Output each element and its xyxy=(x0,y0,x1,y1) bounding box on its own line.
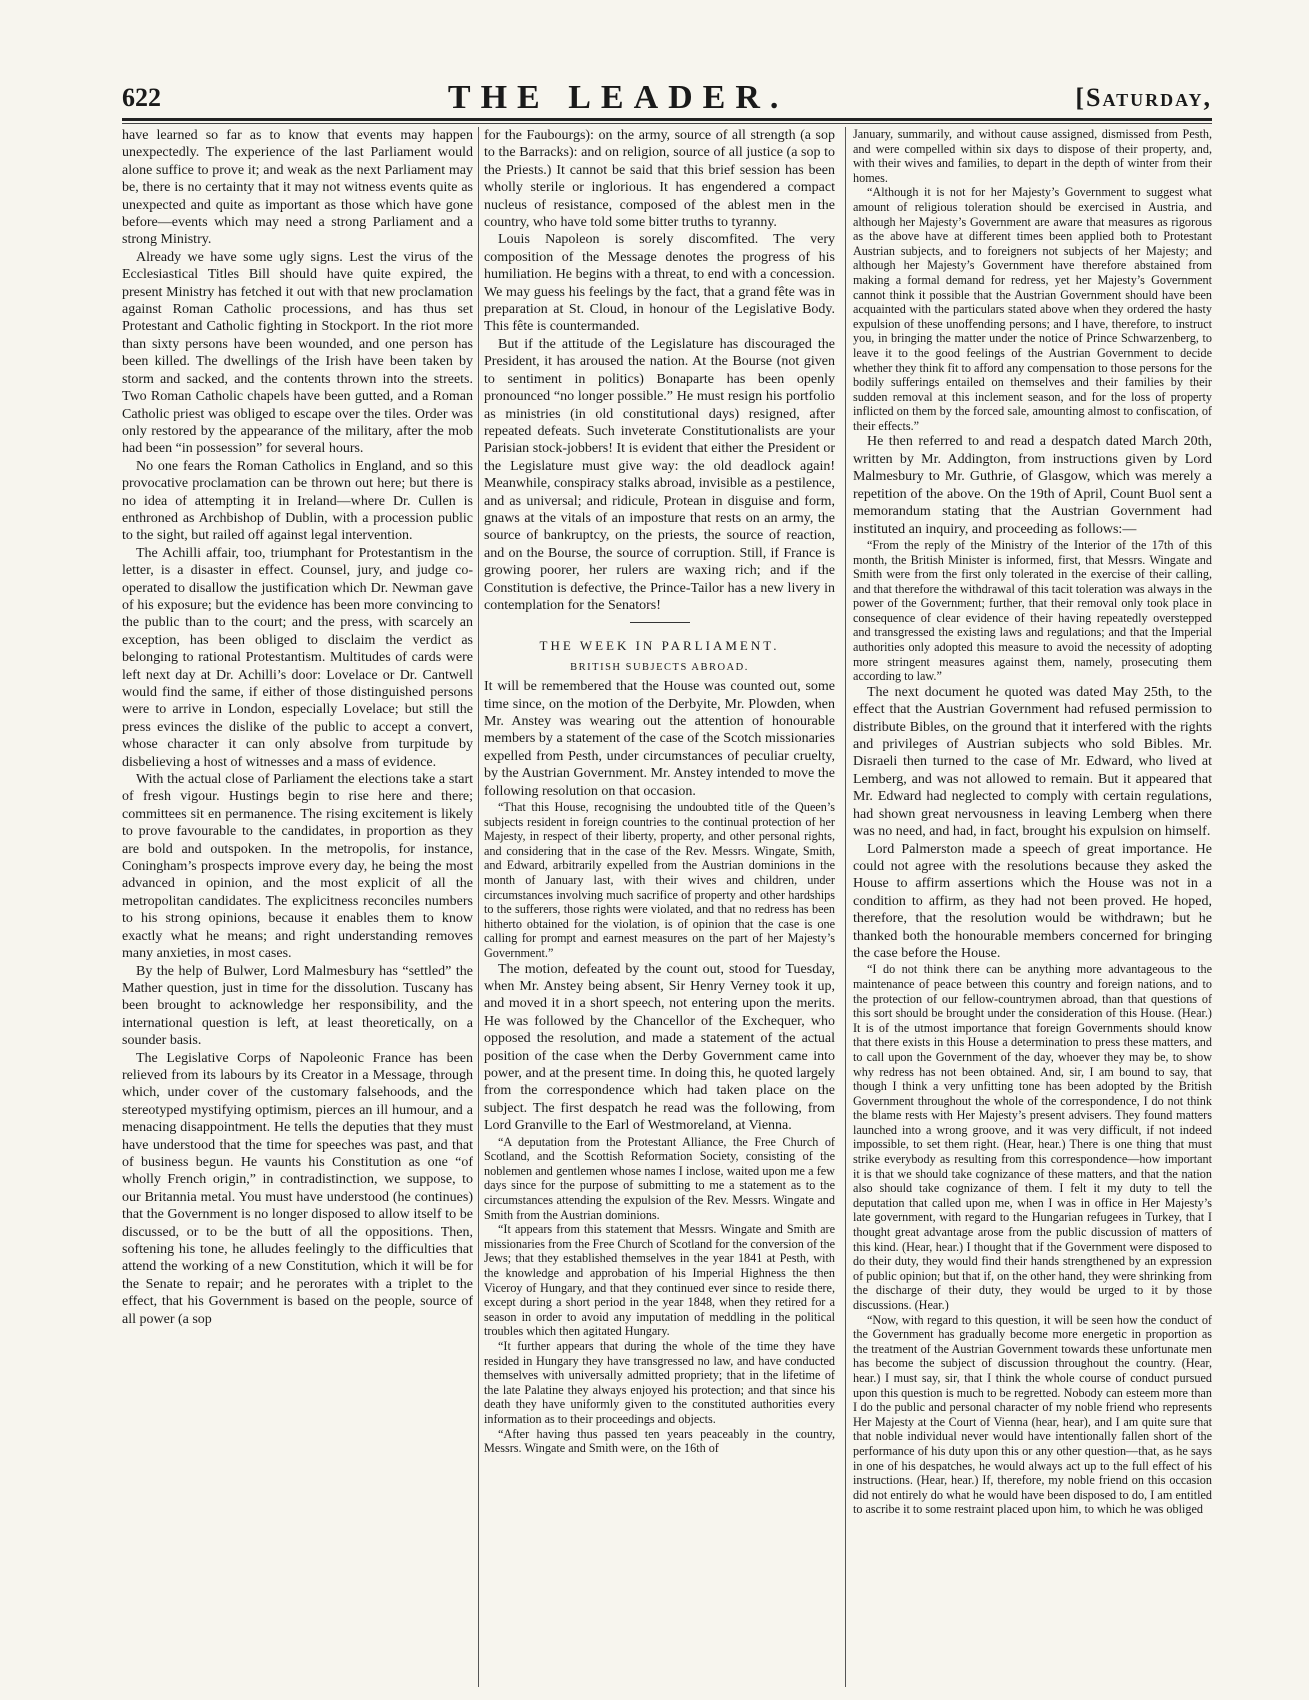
section-heading: THE WEEK IN PARLIAMENT. xyxy=(539,638,780,654)
paragraph: Louis Napoleon is sorely discomfited. The very composition of the Message denotes the progress of his humiliation. He begins with a threat, to end with a concession. We may guess his feelings by the fact, that a grand fête was in preparation at St. Cloud, in honour of the Legislative Body. This fête is countermanded. xyxy=(484,232,835,335)
masthead-rule xyxy=(122,118,1212,121)
paragraph: The Legislative Corps of Napoleonic France has been relieved from its labours by its Creator in a Message, through which, under cover of the customary falsehoods, and the stereotyped mystifying optimism, pierces an ill humour, and a menacing disappointment. He tells the deputies that they must have understood that the time for speeches was past, and that of business begun. He vaunts his Constitution as one “of wholly French origin,” in contradistinction, we suppose, to our Britannia metal. You must have understood (he continues) that the Government is no longer disposed to allow itself to be discussed, or to be the butt of all the oppositions. Then, softening his tone, he alludes feelingly to the difficulties that attend the working of a new Constitution, which it will be for the Senate to repair; and he perorates with a triplet to the effect, that his Government is based on the people, source of all power (a sop xyxy=(122,1050,473,1327)
quoted-despatch: January, summarily, and without cause assigned, dismissed from Pesth, and were compelled within six days to dispose of their property, and, with their wives and families, to depart in the depth of winter from their homes. xyxy=(853,127,1212,185)
masthead xyxy=(122,80,1212,116)
paragraph: By the help of Bulwer, Lord Malmesbury has “settled” the Mather question, just in time for the dissolution. Tuscany has been brought to acknowledge her responsibility, and the international question is left, at least theoretically, on a sounder basis. xyxy=(122,963,473,1049)
quoted-memorandum: “From the reply of the Ministry of the Interior of the 17th of this month, the British Minister is informed, first, that Messrs. Wingate and Smith were from the first only tolerated in the exercise of their calling, and that therefore the withdrawal of this tacit toleration was always in the power of the Government; further, that their removal only took place in consequence of clear evidence of their having repeatedly overstepped and transgressed the existing laws and regulations; and that the Imperial authorities only adopted this measure to avoid the necessity of adopting more stringent measures against them, namely, prosecuting them according to law.” xyxy=(853,537,1212,684)
paragraph: Lord Palmerston made a speech of great importance. He could not agree with the resolutions because they asked the House to affirm assertions which the House was not in a condition to affirm, as they had not been proved. He hoped, therefore, that the resolution would be withdrawn; but he thanked both the honourable members concerned for bringing the case before the House. xyxy=(853,841,1212,961)
quoted-speech: “Now, with regard to this question, it will be seen how the conduct of the Government has gradually become more energetic in proportion as the treatment of the Austrian Government towards these unfortunate men has become the subject of discussion throughout the country. (Hear, hear.) I must say, sir, that I think the whole course of conduct pursued upon this question is much to be regretted. Nobody can esteem more than I do the public and personal character of my noble friend who represents Her Majesty at the Court of Vienna (hear, hear), and I am quite sure that that noble individual never would have intentionally fallen short of the performance of his duty upon this or any other question—that, as he says in one of his despatches, he would always act up to the full effect of his instructions. (Hear, hear.) If, therefore, my noble friend on this occasion did not entirely do what he would have been disposed to do, I am entitled to ascribe it to some restraint placed upon him, to which he was obliged xyxy=(853,1312,1212,1517)
paragraph: for the Faubourgs): on the army, source of all strength (a sop to the Barracks): and on religion, source of all justice (a sop to the Priests.) It cannot be said that this brief session has been wholly sterile or inglorious. It has engendered a compact nucleus of resistance, composed of the ablest men in the country, who have told some bitter truths to tyranny. xyxy=(484,128,835,231)
column-divider xyxy=(478,127,479,1687)
quoted-despatch: “It appears from this statement that Messrs. Wingate and Smith are missionaries from the Free Church of Scotland for the conversion of the Jews; that they established themselves in the year 1841 at Pesth, with the knowledge and approbation of his Imperial Highness the then Viceroy of Hungary, and that they continued ever since to reside there, except during a short period in the year 1848, when they retired for a season in order to avoid any imputation of meddling in the political troubles which then agitated Hungary. xyxy=(484,1222,835,1339)
quoted-despatch: “A deputation from the Protestant Alliance, the Free Church of Scotland, and the Scottish Reformation Society, consisting of the noblemen and gentlemen whose names I inclose, waited upon me a few days since for the purpose of submitting to me a statement as to the circumstances attending the expulsion of the Rev. Messrs. Wingate and Smith from the Austrian dominions. xyxy=(484,1134,835,1222)
paragraph: But if the attitude of the Legislature has discouraged the President, it has aroused the nation. At the Bourse (not given to sentiment in politics) Bonaparte has been openly pronounced “no longer possible.” He must resign his portfolio as ministries (in old constitutional days) resigned, after repeated defeats. Such inveterate Constitutionalists are your Parisian stock-jobbers! It is evident that either the President or the Legislature must give way: the old deadlock again! Meanwhile, conspiracy stalks abroad, invisible as a pestilence, and as universal; and ridicule, Protean in disguise and form, gnaws at the vitals of an imposture that rests on an army, the source of bankruptcy, on the priests, the source of reaction, and on the Bourse, the source of corruption. Still, if France is growing poorer, her rulers are waxing rich; and if the Constitution is defective, the Prince-Tailor has a new livery in contemplation for the Senators! xyxy=(484,336,835,613)
paragraph: It will be remembered that the House was counted out, some time since, on the motion of the Derbyite, Mr. Plowden, when Mr. Anstey was wearing out the attention of honourable members by a statement of the case of the Scotch missionaries expelled from Pesth, under circumstances of peculiar cruelty, by the Austrian Government. Mr. Anstey intended to move the following resolution on that occasion. xyxy=(484,679,835,799)
paragraph: The next document he quoted was dated May 25th, to the effect that the Austrian Government had refused permission to distribute Bibles, on the ground that it interfered with the rights and privileges of Austrian subjects who sold Bibles. Mr. Disraeli then turned to the case of Mr. Edward, who lived at Lemberg, and was not allowed to remain. But it appeared that Mr. Edward had neglected to comply with certain regulations, had shown great nervousness in leaving Lemberg when there was no need, and had, in fact, brought his expulsion on himself. xyxy=(853,684,1212,840)
column-3 xyxy=(853,127,1212,1687)
page-number: 622 xyxy=(122,83,161,112)
column-1 xyxy=(122,127,473,1687)
paragraph: The Achilli affair, too, triumphant for Protestantism in the letter, is a disaster in effect. Counsel, jury, and judge co-operated to disallow the justification which Dr. Newman gave of his exposure; but the evidence has been more convincing to the public than to the court; and the press, with scarcely an exception, has been obliged to disclaim the verdict as belonging to rational Protestantism. Multitudes of cards were left next day at Dr. Achilli’s door: Lovelace or Dr. Cantwell would find the same, if either of those distinguished persons were to arrive in London, especially Lovelace; but still the press evinces the dislike of the public to accept a convert, whose character it can only absolve from turpitude by disbelieving a host of witnesses and a mass of evidence. xyxy=(122,545,473,770)
masthead-rule-thin xyxy=(122,123,1212,124)
section-subheading: BRITISH SUBJECTS ABROAD. xyxy=(570,661,749,673)
paragraph: The motion, defeated by the count out, stood for Tuesday, when Mr. Anstey being absent, Sir Henry Verney took it up, and moved it in a short speech, not entering upon the merits. He was followed by the Chancellor of the Exchequer, who opposed the resolution, and made a statement of the actual position of the case when the Derby Government came into power, and at the present time. In doing this, he quoted largely from the correspondence which had taken place on the subject. The first despatch he read was the following, from Lord Granville to the Earl of Westmoreland, at Vienna. xyxy=(484,961,835,1134)
paragraph: have learned so far as to know that events may happen unexpectedly. The experience of the last Parliament would alone suffice to prove it; and weak as the next Parliament may be, there is no certainty that it may not witness events quite as unexpected and quite as important as those which have gone before—events which may need a strong Parliament and a strong Ministry. xyxy=(122,128,473,248)
column-divider xyxy=(845,127,846,1687)
quoted-despatch: “It further appears that during the whole of the time they have resided in Hungary they have transgressed no law, and have conducted themselves with universally admitted propriety; that in the lifetime of the late Palatine they always enjoyed his protection; and that since his death they have uniformly given to the constituted authorities every information as to their proceedings and objects. xyxy=(484,1338,835,1426)
section-divider xyxy=(630,622,690,623)
quoted-despatch: “Although it is not for her Majesty’s Government to suggest what amount of religious toleration should be exercised in Austria, and although her Majesty’s Government are aware that measures as rigorous as the above have at different times been applied both to Protestant Austrian subjects, and to foreigners not subjects of her Majesty; and although her Majesty’s Government have therefore abstained from making a formal demand for redress, yet her Majesty’s Government cannot think it possible that the Austrian Government should have been acquainted with the particulars stated above when they ordered the hasty expulsion of these unoffending persons; and I have, therefore, to instruct you, in bringing the matter under the notice of Prince Schwarzenberg, to leave it to the good feelings of the Austrian Government to decide whether they think fit to afford any compensation to those persons for the bodily sufferings entailed on themselves and their families by their sudden removal at this inclement season, and for the loss of property inflicted on them by the forced sale, amounting almost to confiscation, of their effects.” xyxy=(853,185,1212,433)
quoted-despatch: “After having thus passed ten years peaceably in the country, Messrs. Wingate and Smith were, on the 16th of xyxy=(484,1426,835,1456)
quoted-resolution: “That this House, recognising the undoubted title of the Queen’s subjects resident in foreign countries to the continual protection of her Majesty, in respect of their liberty, property, and other personal rights, and considering that in the case of the Rev. Messrs. Wingate, Smith, and Edward, arbitrarily expelled from the Austrian dominions in the month of January last, with their wives and children, under circumstances involving much sacrifice of property and other hardships to the sufferers, those rights were violated, and that no redress has been hitherto obtained for the violation, is of opinion that the case is one calling for prompt and earnest measures on the part of her Majesty’s Government.” xyxy=(484,800,835,960)
paragraph: No one fears the Roman Catholics in England, and so this provocative proclamation can be thrown out here; but there is no idea of attempting it in Ireland—where Dr. Cullen is enthroned as Archbishop of Dublin, with a procession public to the sight, but railed off against legal intervention. xyxy=(122,458,473,544)
paragraph: With the actual close of Parliament the elections take a start of fresh vigour. Hustings begin to rise here and there; committees sit en permanence. The rising excitement is likely to prove favourable to the candidates, in proportion as they are bold and outspoken. In the metropolis, for instance, Coningham’s prospects improve every day, he being the most advanced in opinion, and the most explicit of all the metropolitan candidates. The explicitness reconciles numbers to his strong opinions, because it enables them to know exactly what he means; and right understanding removes many anxieties, in most cases. xyxy=(122,772,473,962)
paragraph: Already we have some ugly signs. Lest the virus of the Ecclesiastical Titles Bill should have quite expired, the present Ministry has fetched it out with that new proclamation against Roman Catholic processions, and has thus set Protestant and Catholic fighting in Stockport. In the riot more than sixty persons have been wounded, and one person has been killed. The dwellings of the Irish have been taken by storm and sacked, and the contents thrown into the streets. Two Roman Catholic chapels have been gutted, and a Roman Catholic priest was obliged to escape over the tiles. Order was only restored by the appearance of the military, after the mob had been “in possession” for several hours. xyxy=(122,249,473,457)
newspaper-title: THE LEADER. xyxy=(447,79,789,116)
paragraph: He then referred to and read a despatch dated March 20th, written by Mr. Addington, from instructions given by Lord Malmesbury to Mr. Guthrie, of Glasgow, which was merely a repetition of the above. On the 19th of April, Count Buol sent a memorandum stating that the Austrian Government had instituted an inquiry, and proceeding as follows:— xyxy=(853,434,1212,537)
column-2 xyxy=(484,127,835,1687)
issue-day: [Saturday, xyxy=(1075,83,1212,112)
quoted-speech: “I do not think there can be anything more advantageous to the maintenance of peace between this country and foreign nations, and to the protection of our fellow-countrymen abroad, than that questions of this sort should be brought under the consideration of this House. (Hear.) It is of the utmost importance that foreign Governments should know that there exists in this House a determination to press these matters, and to call upon the Government of the day, whoever they may be, to show why redress has not been obtained. And, sir, I am bound to say, that though I think a very unfitting tone has been adopted by the British Government throughout the whole of the correspondence, I do not think the blame rests with Her Majesty’s present advisers. They found matters launched into a wrong groove, and it was very difficult, if not indeed impossible, to set them right. (Hear, hear.) There is one thing that must strike everybody as resulting from this correspondence—how important it is that we should take cognizance of these matters, and that the nation also should take cognizance of them. I felt it my duty to tell the deputation that called upon me, when I was in office in Her Majesty’s late government, with regard to the Hungarian refugees in Turkey, that I thought great advantage arose from the public discussion of matters of this kind. (Hear, hear.) I thought that if the Government were disposed to do their duty, they would find their hands strengthened by an expression of public opinion; but that if, on the other hand, they were shrinking from the discharge of their duty, they would be urged to it by those discussions. (Hear.) xyxy=(853,962,1212,1312)
